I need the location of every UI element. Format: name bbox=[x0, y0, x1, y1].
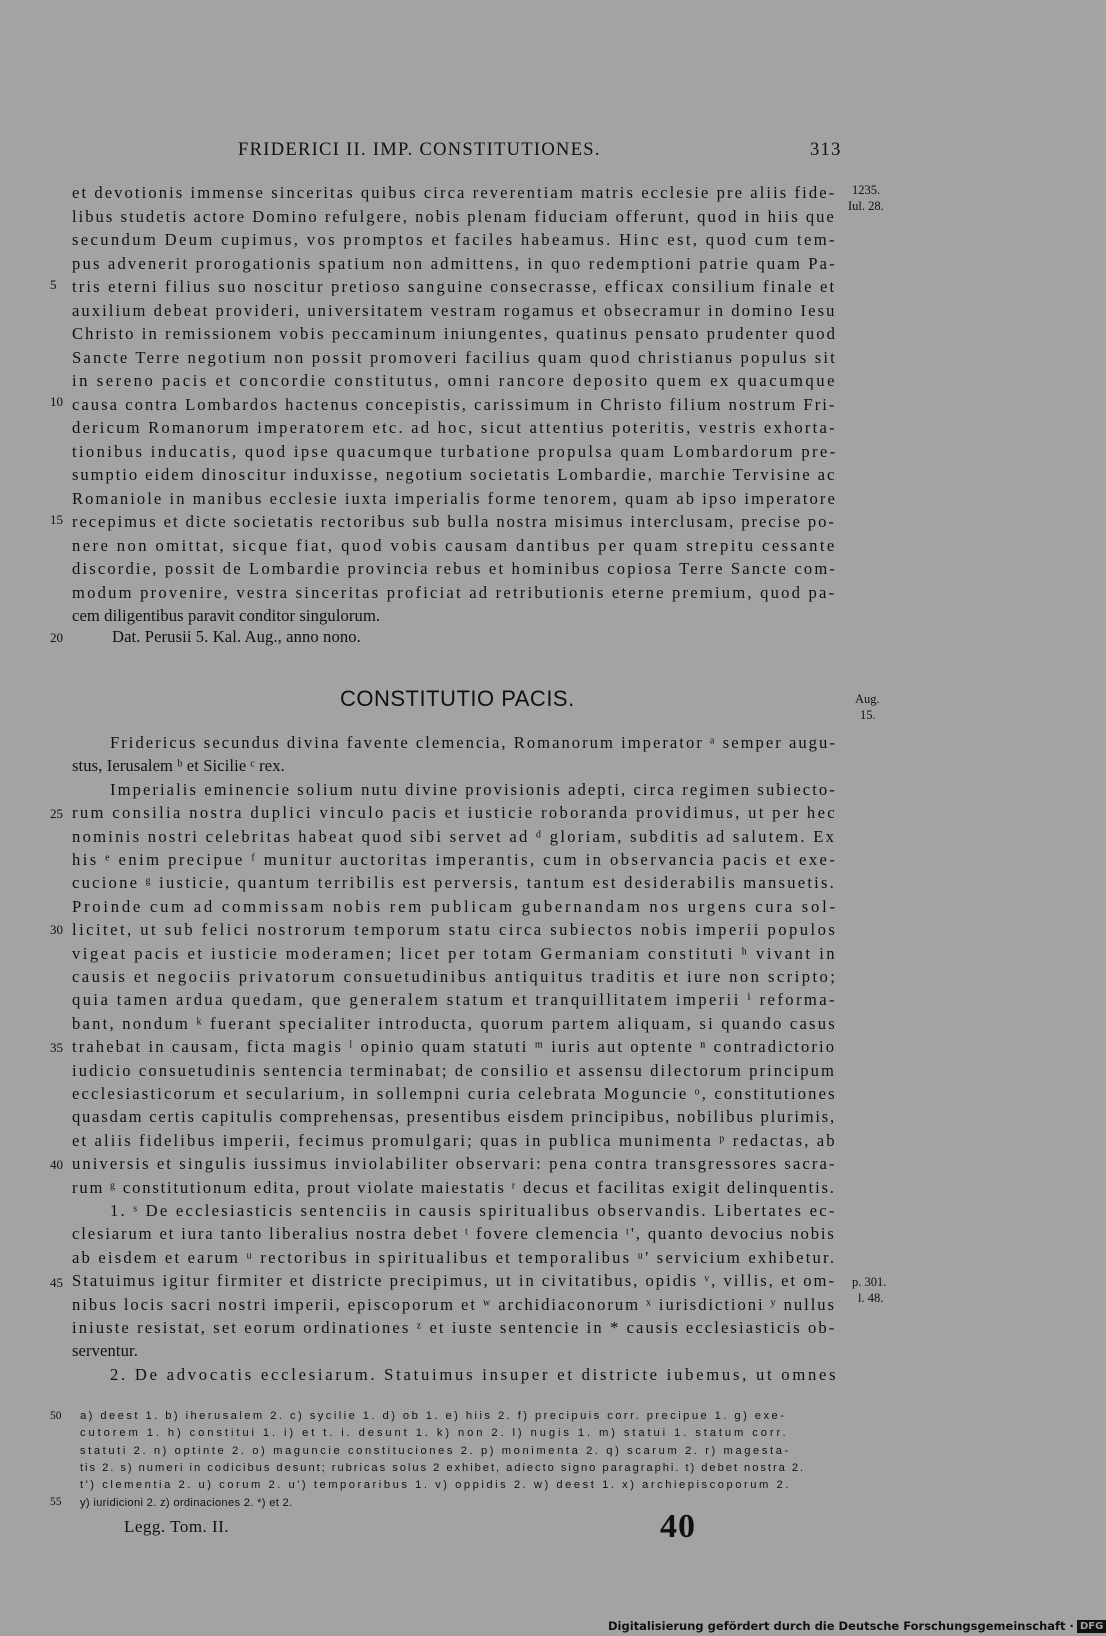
text-line: modum provenire, vestra sinceritas proficiat ad retributionis eterne premium, quod pa- bbox=[72, 582, 837, 602]
text-line: tris eterni filius suo noscitur pretioso sanguine consecrasse, efficax consilium finale et bbox=[72, 277, 837, 296]
footnote-line: t') clementia 2. u) corum 2. u') temporaribus 1. v) oppidis 2. w) deest 1. x) archiepiscoporum 2. bbox=[80, 1479, 791, 1492]
dating-clause: Dat. Perusii 5. Kal. Aug., anno nono. bbox=[112, 627, 361, 646]
text-line: Romaniole in manibus ecclesie iuxta imperialis forme tenorem, quam ab ipso imperatore bbox=[72, 488, 837, 508]
line-number: 35 bbox=[50, 1040, 63, 1055]
text-line: in sereno pacis et concordie constitutus, omni rancore deposito quem ex quacumque bbox=[72, 371, 838, 390]
text-line: libus studetis actore Domino refulgere, nobis plenam fiduciam offerunt, quod in hiis que bbox=[72, 206, 836, 226]
footnote-line: statuti 2. n) optinte 2. o) maguncie constituciones 2. p) monimenta 2. q) scarum 2. r) magesta- bbox=[80, 1444, 791, 1457]
text-line: ab eisdem et earum ᵘ rectoribus in spiritualibus et temporalibus ᵘ' servicium exhibetur. bbox=[72, 1247, 837, 1267]
text-line: auxilium debeat provideri, universitatem vestram rogamus et obsecramur in domino Iesu bbox=[72, 300, 837, 320]
text-line: pus advenerit prorogationis spatium non admittens, in quo redemptioni patrie quam Pa- bbox=[72, 253, 837, 273]
text-line: Imperialis eminencie solium nutu divine provisionis adepti, circa regimen subiecto- bbox=[110, 779, 837, 799]
text-line: causis et negociis privatorum consuetudinibus antiquitus traditis et iure non scripto; bbox=[72, 967, 838, 986]
margin-ref-line: l. 48. bbox=[858, 1291, 884, 1305]
text-line: iudicio consuetudinis sentencia terminabat; de consilio et assensu dilectorum principum bbox=[72, 1060, 837, 1080]
line-number: 30 bbox=[50, 922, 63, 937]
text-line: quia tamen ardua quedam, que generalem statum et tranquillitatem imperii ⁱ reforma- bbox=[72, 990, 837, 1010]
text-line: clesiarum et iura tanto liberalius nostra debet ᵗ fovere clemencia ᵗ', quanto devocius nobis bbox=[72, 1224, 836, 1244]
text-line: 1. ˢ De ecclesiasticis sentenciis in causis spiritualibus observandis. Libertates ec- bbox=[110, 1201, 837, 1220]
dfg-logo: DFG bbox=[1077, 1620, 1106, 1633]
text-line: et devotionis immense sinceritas quibus circa reverentiam matris ecclesie pre aliis fide- bbox=[72, 183, 837, 202]
line-number: 10 bbox=[50, 394, 63, 409]
line-number: 15 bbox=[50, 512, 63, 527]
margin-date-aug: Aug. bbox=[855, 692, 880, 706]
credit-text: Digitalisierung gefördert durch die Deutsche Forschungsgemeinschaft · bbox=[608, 1619, 1074, 1633]
text-line: licitet, ut sub felici nostrorum temporum statu circa subiectos nobis imperii populos bbox=[72, 920, 838, 940]
text-line: nominis nostri celebritas habeat quod sibi servet ad ᵈ gloriam, subditis ad salutem. Ex bbox=[72, 826, 837, 846]
text-line: causa contra Lombardos hactenus concepistis, carissimum in Christo filium nostrum Fri- bbox=[72, 394, 837, 414]
text-line: cucione ᵍ iusticie, quantum terribilis est perversis, tantum est desiderabilis mansuetis. bbox=[72, 873, 837, 893]
margin-date-aug-day: 15. bbox=[860, 708, 876, 722]
text-line: Fridericus secundus divina favente clemencia, Romanorum imperator ᵃ semper augu- bbox=[110, 733, 837, 752]
text-line: sumptio eidem dinoscitur induxisse, negotium societatis Lombardie, marchie Tervisine ac bbox=[72, 465, 837, 484]
page-number: 313 bbox=[810, 140, 842, 160]
text-line: secundum Deum cupimus, vos promptos et faciles habeamus. Hinc est, quod cum tem- bbox=[72, 230, 837, 249]
text-line: bant, nondum ᵏ fuerant specialiter introducta, quorum partem aliquam, si quando casus bbox=[72, 1013, 837, 1033]
footnote-line-number: 50 bbox=[50, 1410, 62, 1422]
margin-date-year: 1235. bbox=[852, 183, 881, 197]
signature-number: 40 bbox=[660, 1508, 696, 1545]
text-line: his ᵉ enim precipue ᶠ munitur auctoritas imperantis, cum in observancia pacis et exe- bbox=[72, 850, 838, 869]
text-line: trahebat in causam, ficta magis ˡ opinio quam statuti ᵐ iuris aut optente ⁿ contradictorio bbox=[72, 1037, 837, 1057]
footnote-line: a) deest 1. b) iherusalem 2. c) sycilie 1. d) ob 1. e) hiis 2. f) precipuis corr. precipue 1. g) exe- bbox=[80, 1410, 787, 1422]
margin-date-day: Iul. 28. bbox=[848, 199, 884, 213]
line-number: 20 bbox=[50, 630, 63, 645]
text-line: recepimus et dicte societatis rectoribus sub bulla nostra misimus interclusam, precise po- bbox=[72, 512, 836, 531]
footnote-line: y) iuridicioni 2. z) ordinaciones 2. *) et 2. bbox=[80, 1496, 293, 1509]
text-line: vigeat pacis et iusticie moderamen; licet per totam Germaniam constituti ʰ vivant in bbox=[72, 943, 838, 963]
text-line: nibus locis sacri nostri imperii, episcoporum et ʷ archidiaconorum ˣ iurisdictioni ʸ nullus bbox=[72, 1294, 836, 1314]
text-line: 2. De advocatis ecclesiarum. Statuimus insuper et districte iubemus, ut omnes bbox=[110, 1364, 839, 1384]
text-line: stus, Ierusalem ᵇ et Sicilie ᶜ rex. bbox=[72, 756, 285, 776]
footnote-line-number: 55 bbox=[50, 1496, 62, 1508]
footnote-line: tis 2. s) numeri in codicibus desunt; rubricas solus 2 exhibet, adiecto signo paragraphi. t) debet nostra 2. bbox=[80, 1461, 806, 1474]
text-line: et aliis fidelibus imperii, fecimus promulgari; quas in publica munimenta ᵖ redactas, ab bbox=[72, 1130, 837, 1150]
text-line: tionibus inducatis, quod ipse quacumque turbatione propulsa quam Lombardorum pre- bbox=[72, 441, 838, 461]
text-line: dericum Romanorum imperatorem etc. ad hoc, sicut attentius poteritis, vestris exhorta- bbox=[72, 418, 837, 437]
text-line: serventur. bbox=[72, 1341, 138, 1361]
text-line: Statuimus igitur firmiter et districte precipimus, ut in civitatibus, opidis ᵛ, villis, et om- bbox=[72, 1271, 836, 1291]
text-line: ecclesiasticorum et secularium, in sollempni curia celebrata Moguncie ᵒ, constitutiones bbox=[72, 1084, 837, 1103]
text-line: quasdam certis capitulis comprehensas, presentibus eisdem principibus, nobilibus plurimis, bbox=[72, 1107, 836, 1127]
footnote-line: cutorem 1. h) constitui 1. i) et t. i. desunt 1. k) non 2. l) nugis 1. m) statui 1. statum corr. bbox=[80, 1427, 789, 1440]
line-number: 40 bbox=[50, 1157, 63, 1172]
line-number: 25 bbox=[50, 806, 63, 821]
text-line: Proinde cum ad commissam nobis rem publicam gubernandam nos urgens cura sol- bbox=[72, 896, 838, 916]
text-line: iniuste resistat, set eorum ordinationes ᶻ et iuste sentencie in * causis ecclesiasticis ob- bbox=[72, 1318, 837, 1337]
text-line: Sancte Terre negotium non possit promoveri facilius quam quod christianus populus sit bbox=[72, 347, 837, 367]
digitization-credit bbox=[608, 1617, 1106, 1635]
text-line: nere non omittat, sicque fiat, quod vobis causam dantibus per quam strepitu cessante bbox=[72, 535, 837, 555]
text-line: cem diligentibus paravit conditor singulorum. bbox=[72, 606, 381, 625]
running-head-title: FRIDERICI II. IMP. CONSTITUTIONES. bbox=[238, 140, 601, 160]
line-number: 45 bbox=[50, 1275, 63, 1290]
line-number: 5 bbox=[50, 277, 57, 292]
section-title: CONSTITUTIO PACIS. bbox=[340, 686, 575, 711]
text-line: rum ᵍ constitutionum edita, prout violate maiestatis ʳ decus et facilitas exigit delinquentis. bbox=[72, 1177, 836, 1197]
volume-label: Legg. Tom. II. bbox=[124, 1517, 230, 1536]
text-line: rum consilia nostra duplici vinculo pacis et iusticie roboranda providimus, ut per hec bbox=[72, 803, 838, 823]
text-line: discordie, possit de Lombardie provincia rebus et hominibus copiosa Terre Sancte com- bbox=[72, 559, 838, 578]
text-line: universis et singulis iussimus inviolabiliter observari: pena contra transgressores sacra- bbox=[72, 1154, 837, 1174]
margin-ref-page: p. 301. bbox=[852, 1275, 887, 1289]
text-line: Christo in remissionem vobis peccaminum iniungentes, quatinus pensato prudenter quod bbox=[72, 324, 838, 343]
